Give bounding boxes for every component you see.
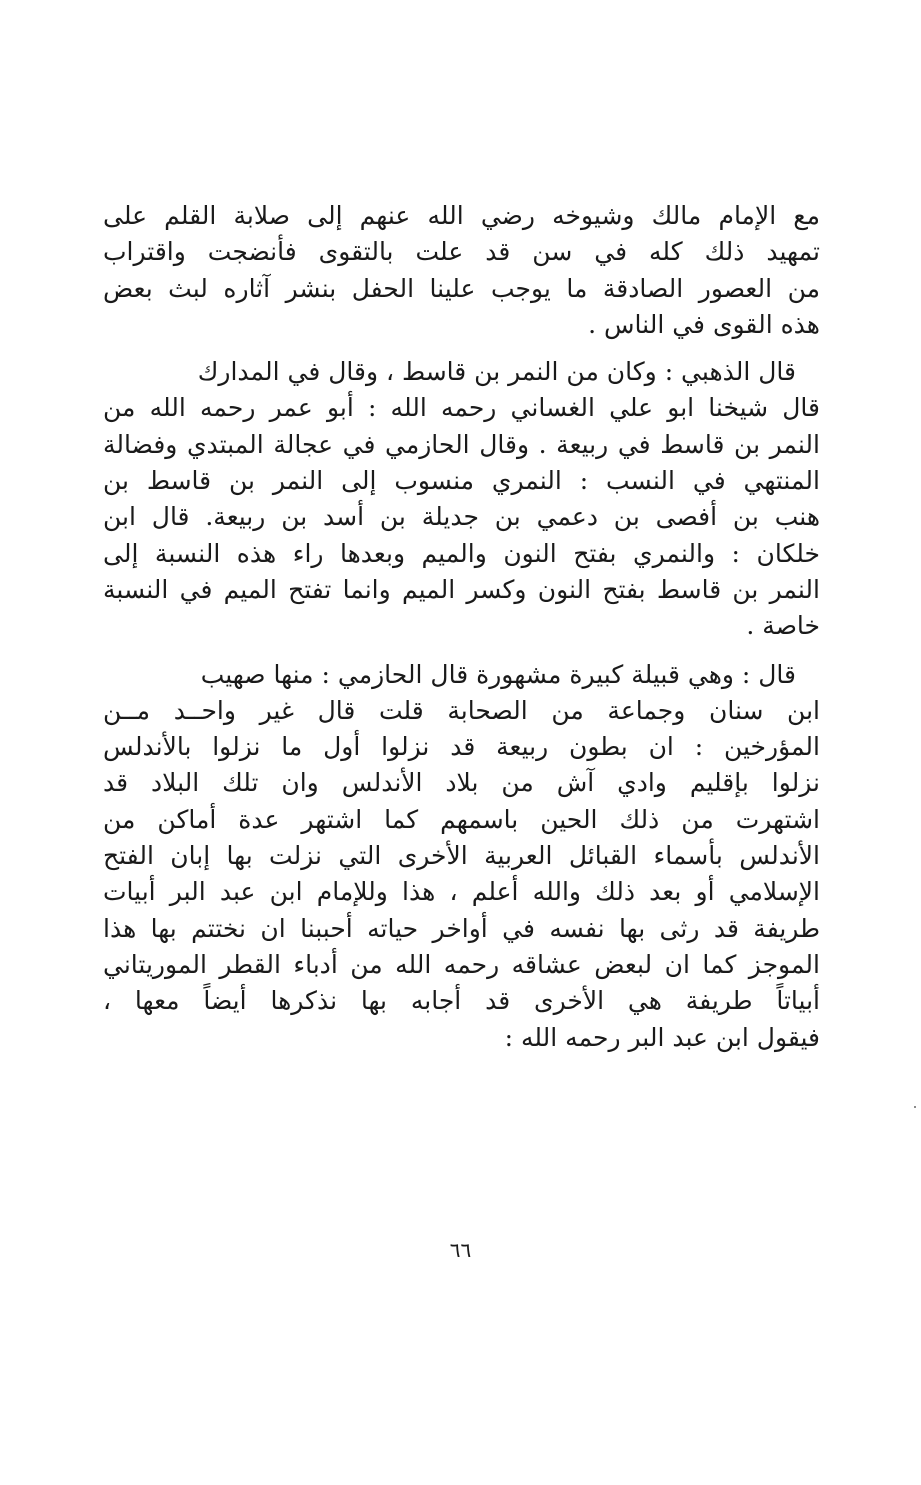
- text-line: خلكان : والنمري بفتح النون والميم وبعدها راء هذه النسبة إلى: [103, 538, 820, 568]
- paragraph: [103, 354, 820, 644]
- text-line: طريفة قد رثى بها نفسه في أواخر حياته أحببنا ان نختتم بها هذا: [103, 913, 820, 943]
- text-line: الموجز كما ان لبعض عشاقه رحمه الله من أدباء القطر الموريتاني: [103, 949, 820, 979]
- text-line: خاصة .: [746, 611, 820, 641]
- body-text: [103, 198, 820, 1056]
- text-line: مع الإمام مالك وشيوخه رضي الله عنهم إلى صلابة القلم على: [103, 201, 820, 230]
- text-line: المؤرخين : ان بطون ربيعة قد نزلوا أول ما نزلوا بالأندلس: [103, 732, 820, 762]
- page-number: ٦٦: [449, 1238, 472, 1262]
- text-line: اشتهرت من ذلك الحين باسمهم كما اشتهر عدة أماكن من: [103, 804, 820, 834]
- text-line: الإسلامي أو بعد ذلك والله أعلم ، هذا وللإمام ابن عبد البر أبيات: [103, 877, 820, 907]
- text-line: هنب بن أفصى بن دعمي بن جديلة بن أسد بن ربيعة. قال ابن: [103, 502, 820, 532]
- text-line: الأندلس بأسماء القبائل العربية الأخرى التي نزلت بها إبان الفتح: [103, 841, 820, 871]
- text-line: المنتهي في النسب : النمري منسوب إلى النمر بن قاسط بن: [103, 466, 820, 496]
- text-line: ابن سنان وجماعة من الصحابة قلت قال غير واحــد مــن: [103, 695, 820, 725]
- text-line: أبياتاً طريفة هي الأخرى قد أجابه بها نذكرها أيضاً معها ،: [103, 986, 820, 1016]
- text-line: قال شيخنا ابو علي الغساني رحمه الله : أبو عمر رحمه الله من: [103, 393, 820, 423]
- text-line: قال الذهبي : وكان من النمر بن قاسط ، وقال في المدارك: [197, 357, 796, 387]
- paragraph: [103, 657, 820, 1056]
- scan-speck: [914, 1106, 916, 1108]
- text-line: تمهيد ذلك كله في سن قد علت بالتقوى فأنضجت واقتراب: [103, 237, 820, 267]
- text-line: هذه القوى في الناس .: [588, 309, 820, 339]
- text-line: النمر بن قاسط بفتح النون وكسر الميم وانما تفتح الميم في النسبة: [103, 574, 820, 604]
- text-line: فيقول ابن عبد البر رحمه الله :: [504, 1022, 820, 1052]
- text-line: من العصور الصادقة ما يوجب علينا الحفل بنشر آثاره لبث بعض: [103, 273, 820, 303]
- text-line: نزلوا بإقليم وادي آش من بلاد الأندلس وان تلك البلاد قد: [103, 768, 820, 798]
- text-line: النمر بن قاسط في ربيعة . وقال الحازمي في عجالة المبتدي وفضالة: [103, 429, 820, 459]
- paragraph: [103, 198, 820, 343]
- text-line: قال : وهي قبيلة كبيرة مشهورة قال الحازمي : منها صهيب: [200, 659, 796, 689]
